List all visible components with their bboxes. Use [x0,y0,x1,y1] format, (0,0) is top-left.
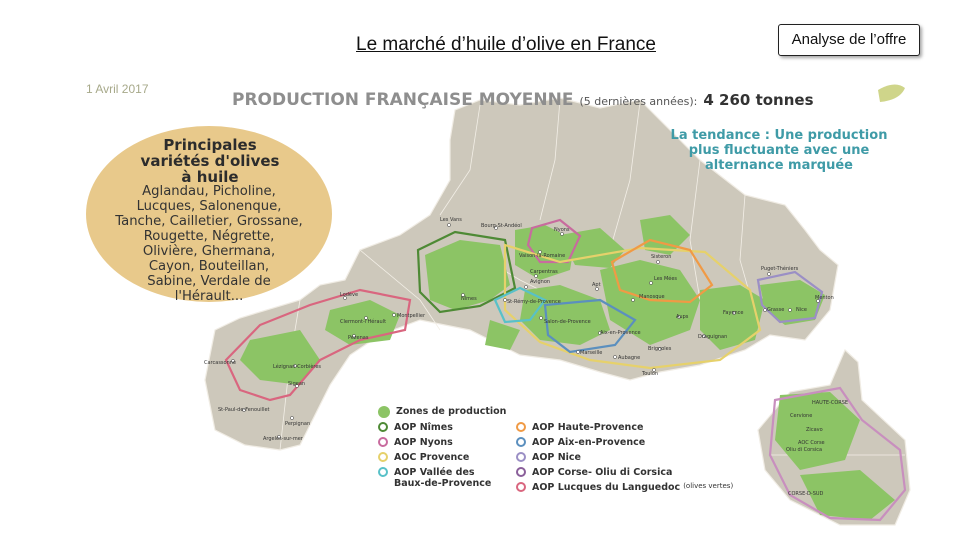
leaf-icon [878,84,905,102]
legend-aop-nyons [378,437,453,448]
variety-line: Aglandau, Picholine, [142,184,276,199]
town-label: Grasse [767,307,785,313]
town-label: Manosque [639,294,665,300]
varieties-list [92,184,326,304]
town-label: Sisteron [651,254,672,260]
legend-aop-aix [516,437,645,448]
legend-ring [378,452,388,462]
section-badge: Analyse de l’offre [778,24,920,56]
town-label: Argelès-sur-mer [263,436,303,442]
legend-ring [516,452,526,462]
variety-line: Sabine, Verdale de [147,274,271,289]
legend-label-line: AOP Vallée des [394,467,475,478]
slide-date: 1 Avril 2017 [86,82,149,96]
town-label: Puget-Théniers [761,266,799,272]
legend-ring [516,437,526,447]
slide-title: Le marché d’huile d’olive en France [356,34,656,55]
town-label: Sigean [288,381,306,387]
town-label: Bourg-St-Andéol [481,223,522,229]
town-label: Aups [676,314,689,320]
town-label: Carpentras [530,269,558,275]
legend-label: AOP Nice [532,452,581,463]
production-heading-value: 4 260 tonnes [703,91,814,109]
legend-zones [378,406,506,418]
town-label: Pézenas [348,335,369,341]
variety-line: l'Hérault... [174,289,244,304]
legend-ring [516,467,526,477]
legend-label: AOP Nyons [394,437,453,448]
legend-label: AOP Haute-Provence [532,422,644,433]
town-label: Menton [815,295,834,301]
legend-ring [378,467,388,477]
legend-label [394,467,491,489]
town-label: Nîmes [461,296,477,302]
town-label: Aubagne [618,355,641,361]
trend-line: La tendance : Une production [670,128,888,143]
production-heading-sub: (5 dernières années): [579,95,698,108]
town-label: CORSE-D-SUD [788,491,824,497]
town-label: Lodève [340,292,359,298]
trend-note [648,128,910,173]
town-label: AOC Corse [798,440,825,446]
town-label: Oliu di Corsica [786,447,823,453]
trend-line: plus fluctuante avec une [688,143,870,158]
varieties-title-line: Principales [163,136,257,154]
legend-label: AOP Corse- Oliu di Corsica [532,467,673,478]
legend-label: Zones de production [396,406,507,417]
town-label: Clermont-l'Hérault [340,319,387,325]
legend-ring [516,482,526,492]
variety-line: Tanche, Cailletier, Grossane, [115,214,303,229]
legend-label-line: Baux-de-Provence [394,478,492,489]
variety-line: Lucques, Salonenque, [136,199,282,214]
town-label: Les Vans [440,217,462,223]
variety-line: Rougette, Négrette, [143,229,275,244]
town-label: Carcassonne [204,360,236,366]
legend-ring [378,437,388,447]
legend-label: AOP Aix-en-Provence [532,437,646,448]
varieties-title-line: à huile [181,168,239,186]
trend-line: alternance marquée [705,158,853,173]
town-label: Perpignan [285,421,311,427]
production-heading [232,90,814,110]
town-label: Vaison-la-Romaine [519,253,566,259]
legend-aop-corse [516,467,672,478]
varieties-title [112,137,308,185]
town-label: HAUTE-CORSE [812,400,849,406]
legend-label: AOC Provence [394,452,470,463]
legend-aop-haute-provence [516,422,643,433]
zone-swatch [378,406,390,418]
legend-aop-nice [516,452,581,463]
town-label: Marseille [580,350,603,356]
variety-line: Olivière, Ghermana, [142,244,276,259]
town-label: Toulon [642,371,659,377]
town-label: Nyons [554,227,570,233]
variety-line: Cayon, Bouteillan, [148,259,270,274]
town-label: St-Paul-de-Fenouillet [218,407,270,413]
town-label: Cervione [790,413,813,419]
town-label: St-Rémy-de-Provence [507,299,561,305]
legend-aoc-provence [378,452,469,463]
town-label: Fayence [723,310,744,316]
town-label: Zicavo [806,427,823,433]
legend-ring [378,422,388,432]
legend-label: AOP Lucques du Languedoc [532,482,681,493]
town-label: Aix-en-Provence [600,330,641,336]
town-label: Montpellier [397,313,426,319]
legend-aop-nimes [378,422,453,433]
town-label: Brignoles [648,346,672,352]
legend-aop-lucques [516,482,733,493]
legend-label: AOP Nîmes [394,422,453,433]
town-label: Nice [796,307,807,313]
town-label: Avignon [530,279,551,285]
varieties-title-line: variétés d'olives [140,152,280,170]
legend-aop-baux [378,467,491,489]
production-heading-title: PRODUCTION FRANÇAISE MOYENNE [232,90,574,110]
town-label: Apt [592,282,601,288]
legend-note: (olives vertes) [683,482,734,490]
town-label: Les Mées [654,276,678,282]
town-label: Salon-de-Provence [544,319,591,325]
map-legend [372,402,752,498]
town-label: Draguignan [698,334,728,340]
legend-ring [516,422,526,432]
town-label: Lézignan-Corbières [273,364,322,370]
